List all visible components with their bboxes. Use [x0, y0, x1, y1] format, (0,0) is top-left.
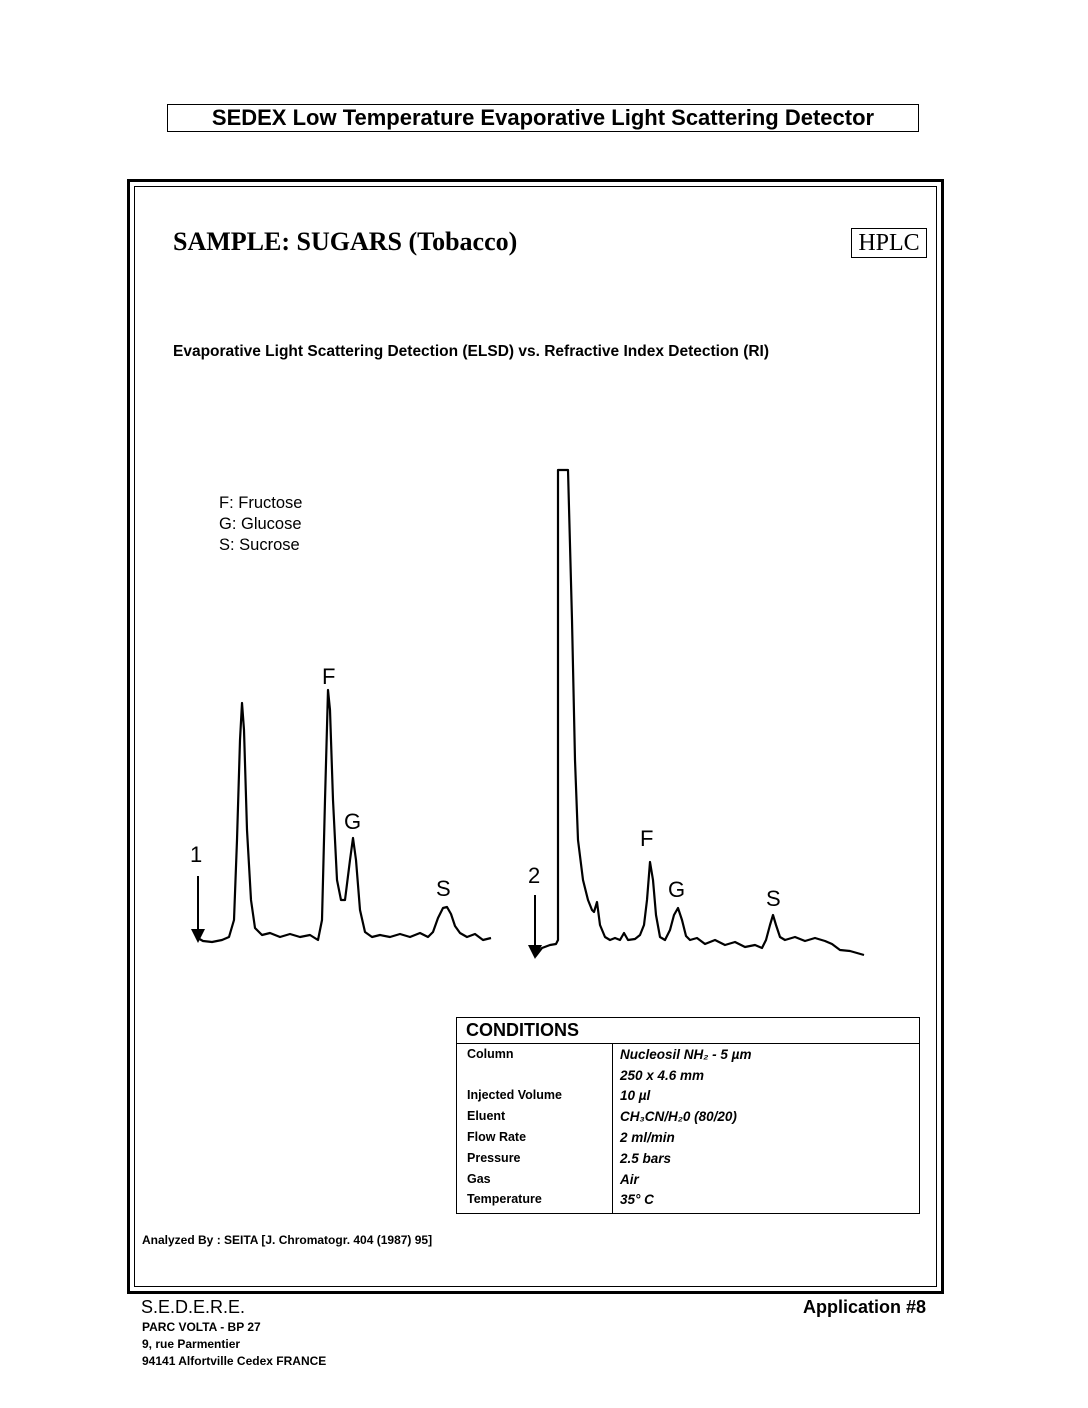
hplc-badge: HPLC — [851, 228, 927, 258]
conditions-table — [456, 1017, 920, 1214]
chromatogram-elsd — [190, 664, 491, 943]
ri-peak-label-s: S — [766, 886, 781, 911]
analyzed-by-note: Analyzed By : SEITA [J. Chromatogr. 404 (1987) 95] — [142, 1233, 433, 1247]
condition-label-injected-volume: Injected Volume — [467, 1088, 562, 1102]
legend-fructose: F: Fructose — [219, 494, 303, 512]
sample-title: SAMPLE: SUGARS (Tobacco) — [173, 227, 518, 256]
condition-value-column: Nucleosil NH₂ - 5 µm — [620, 1047, 752, 1062]
condition-value-flow-rate: 2 ml/min — [620, 1130, 675, 1145]
condition-value-column-dims: 250 x 4.6 mm — [620, 1068, 705, 1083]
condition-label-pressure: Pressure — [467, 1151, 521, 1165]
legend-glucose: G: Glucose — [219, 515, 302, 533]
elsd-peak-label-s: S — [436, 876, 451, 901]
address-line-1: PARC VOLTA - BP 27 — [142, 1320, 261, 1334]
company-name: S.E.D.E.R.E. — [141, 1297, 246, 1317]
detection-subtitle: Evaporative Light Scattering Detection (ELSD) vs. Refractive Index Detection (RI) — [173, 343, 770, 360]
document-title: SEDEX Low Temperature Evaporative Light Scattering Detector — [167, 104, 919, 132]
condition-label-temperature: Temperature — [467, 1192, 542, 1206]
condition-value-gas: Air — [620, 1172, 639, 1187]
conditions-heading: CONDITIONS — [457, 1018, 919, 1044]
condition-value-injected-volume: 10 µl — [620, 1088, 651, 1103]
application-number: Application #8 — [803, 1297, 927, 1317]
ri-peak-label-f: F — [640, 826, 654, 851]
address-line-3: 94141 Alfortville Cedex FRANCE — [142, 1354, 327, 1368]
condition-value-eluent: CH₃CN/H₂0 (80/20) — [620, 1109, 737, 1124]
legend-sucrose: S: Sucrose — [219, 536, 300, 554]
chromatogram-ri — [528, 470, 864, 959]
ri-trace — [535, 470, 864, 957]
elsd-peak-label-g: G — [344, 809, 362, 834]
condition-label-flow-rate: Flow Rate — [467, 1130, 527, 1144]
address-line-2: 9, rue Parmentier — [142, 1337, 241, 1351]
ri-injection-marker-label: 2 — [528, 863, 541, 888]
condition-value-temperature: 35° C — [620, 1192, 654, 1207]
condition-value-pressure: 2.5 bars — [620, 1151, 672, 1166]
conditions-column-divider — [612, 1044, 613, 1213]
elsd-peak-label-f: F — [322, 664, 336, 689]
elsd-injection-marker-label: 1 — [190, 842, 203, 867]
condition-label-column: Column — [467, 1047, 514, 1061]
condition-label-eluent: Eluent — [467, 1109, 506, 1123]
condition-label-gas: Gas — [467, 1172, 491, 1186]
ri-peak-label-g: G — [668, 877, 686, 902]
